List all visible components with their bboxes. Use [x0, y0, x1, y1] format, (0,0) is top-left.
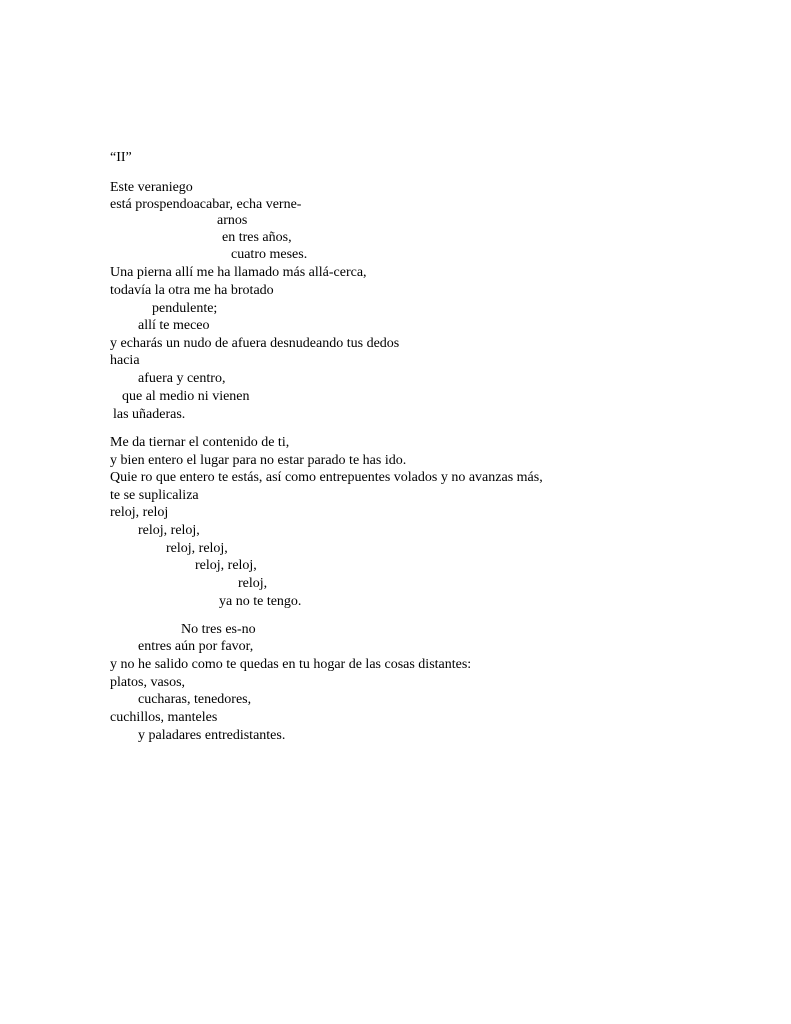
- poem-line: reloj,: [238, 576, 268, 591]
- poem-line: reloj, reloj: [110, 505, 169, 520]
- poem-line: en tres años,: [222, 230, 292, 245]
- poem-line: y echarás un nudo de afuera desnudeando tus dedos: [110, 336, 400, 351]
- poem-line: y no he salido como te quedas en tu hogar de las cosas distantes:: [110, 657, 472, 672]
- poem-line: y paladares entredistantes.: [138, 728, 286, 743]
- poem-line: cucharas, tenedores,: [138, 692, 252, 707]
- poem-line: Quie ro que entero te estás, así como entrepuentes volados y no avanzas más,: [110, 470, 543, 485]
- poem-line: Una pierna allí me ha llamado más allá-cerca,: [110, 265, 367, 280]
- poem-line: está prospendoacabar, echa verne-: [110, 197, 302, 212]
- poem-line: cuatro meses.: [231, 247, 308, 262]
- poem-line: hacia: [110, 353, 140, 368]
- poem-line: las uñaderas.: [113, 407, 186, 422]
- poem-line: y bien entero el lugar para no estar parado te has ido.: [110, 453, 407, 468]
- poem-line: reloj, reloj,: [138, 523, 200, 538]
- poem-line: ya no te tengo.: [219, 594, 302, 609]
- poem-line: te se suplicaliza: [110, 488, 199, 503]
- poem-line: No tres es-no: [181, 622, 256, 637]
- poem-line: cuchillos, manteles: [110, 710, 218, 725]
- poem-line: Este veraniego: [110, 180, 193, 195]
- poem-line: Me da tiernar el contenido de ti,: [110, 435, 290, 450]
- poem-title: “II”: [110, 150, 132, 165]
- poem-line: afuera y centro,: [138, 371, 226, 386]
- poem-line: reloj, reloj,: [195, 558, 257, 573]
- poem-line: todavía la otra me ha brotado: [110, 283, 274, 298]
- poem-line: entres aún por favor,: [138, 639, 254, 654]
- poem-line: reloj, reloj,: [166, 541, 228, 556]
- poem-line: arnos: [217, 213, 248, 228]
- poem-line: allí te meceo: [138, 318, 210, 333]
- poem-line: que al medio ni vienen: [122, 389, 250, 404]
- poem-line: pendulente;: [152, 301, 218, 316]
- poem-line: platos, vasos,: [110, 675, 186, 690]
